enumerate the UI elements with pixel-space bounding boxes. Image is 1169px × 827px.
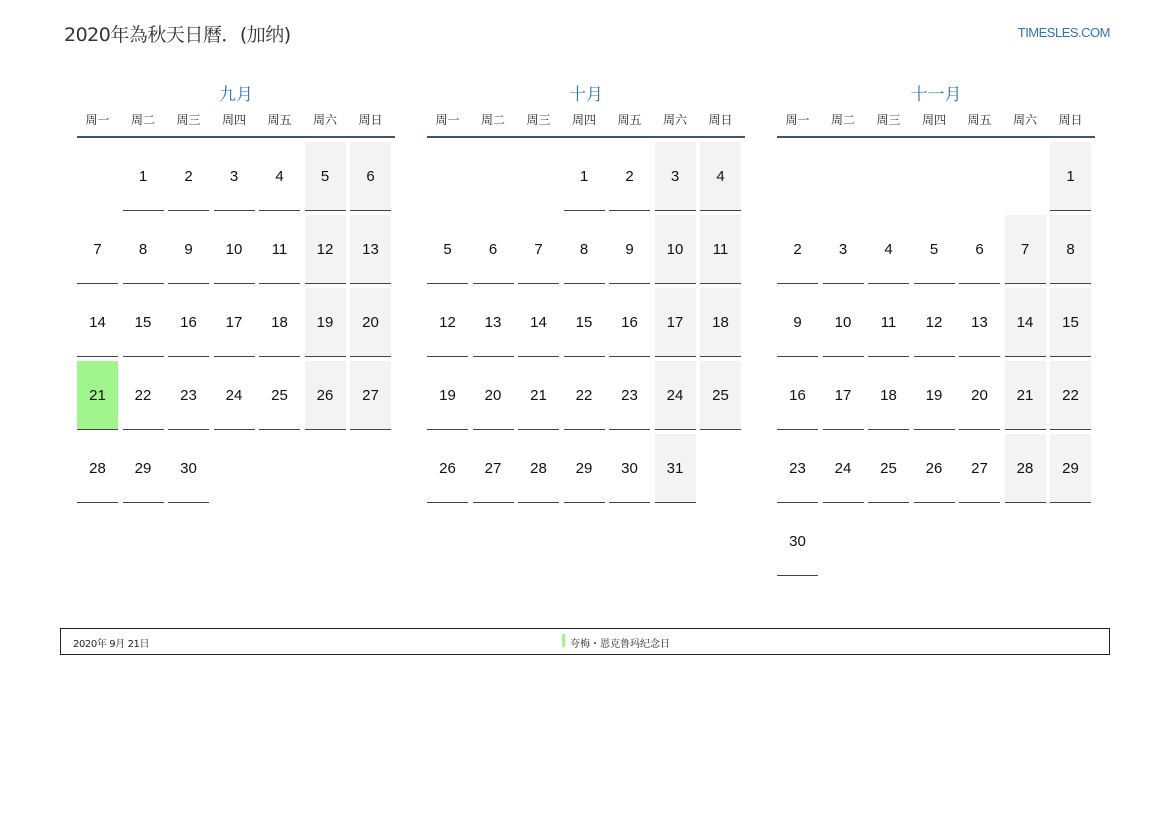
weekday-label: 周一: [85, 113, 110, 127]
day-grid: [427, 142, 745, 503]
day-cell[interactable]: 11: [259, 215, 300, 284]
day-cell[interactable]: 17: [214, 288, 255, 357]
day-cell[interactable]: 9: [777, 288, 818, 357]
weekday-label: 周三: [526, 113, 551, 127]
legend-holiday-name: 夸梅・恩克鲁玛纪念日: [570, 639, 670, 650]
day-cell[interactable]: 29: [1050, 434, 1091, 503]
month-title: 十一月: [910, 85, 962, 105]
day-cell[interactable]: 31: [655, 434, 696, 503]
weekday-header: [777, 112, 1095, 138]
day-cell[interactable]: 16: [168, 288, 209, 357]
day-cell[interactable]: 10: [655, 215, 696, 284]
day-cell[interactable]: 2: [168, 142, 209, 211]
weekday-label: 周五: [967, 113, 992, 127]
month-november: [777, 84, 1095, 576]
day-cell[interactable]: 28: [77, 434, 118, 503]
day-cell[interactable]: 25: [259, 361, 300, 430]
day-cell[interactable]: 5: [305, 142, 346, 211]
weekday-label: 周三: [176, 113, 201, 127]
day-cell[interactable]: 13: [350, 215, 391, 284]
weekday-label: 周六: [312, 113, 337, 127]
weekday-label: 周日: [1058, 113, 1083, 127]
weekday-label: 周四: [921, 113, 946, 127]
day-cell[interactable]: 27: [473, 434, 514, 503]
day-cell[interactable]: 10: [214, 215, 255, 284]
day-cell[interactable]: 25: [700, 361, 741, 430]
weekday-label: 周二: [480, 113, 505, 127]
empty-day-cell: [473, 142, 514, 211]
empty-day-cell: [777, 142, 818, 211]
day-cell[interactable]: 20: [959, 361, 1000, 430]
day-cell[interactable]: 26: [427, 434, 468, 503]
day-cell[interactable]: 20: [350, 288, 391, 357]
day-cell[interactable]: 4: [700, 142, 741, 211]
empty-day-cell: [1005, 142, 1046, 211]
day-grid: [777, 142, 1095, 576]
day-cell[interactable]: 19: [427, 361, 468, 430]
empty-day-cell: [823, 142, 864, 211]
day-cell[interactable]: 29: [123, 434, 164, 503]
site-brand-link[interactable]: TIMESLES.COM: [1017, 25, 1110, 40]
weekday-label: 周四: [571, 113, 596, 127]
weekday-label: 周六: [1012, 113, 1037, 127]
month-september: [77, 84, 395, 503]
month-title: 九月: [219, 85, 253, 105]
day-cell[interactable]: 14: [518, 288, 559, 357]
day-cell[interactable]: 24: [214, 361, 255, 430]
empty-day-cell: [77, 142, 118, 211]
day-cell[interactable]: 10: [823, 288, 864, 357]
holiday-color-marker: [562, 634, 565, 647]
day-cell[interactable]: 1: [123, 142, 164, 211]
day-cell[interactable]: 27: [350, 361, 391, 430]
legend-date: 2020年 9月 21日: [73, 639, 150, 650]
day-cell[interactable]: 24: [823, 434, 864, 503]
weekday-label: 周四: [221, 113, 246, 127]
day-cell[interactable]: 21: [518, 361, 559, 430]
day-grid: [77, 142, 395, 503]
day-cell[interactable]: 15: [123, 288, 164, 357]
day-cell[interactable]: 18: [700, 288, 741, 357]
empty-day-cell: [914, 142, 955, 211]
day-cell[interactable]: 30: [609, 434, 650, 503]
empty-day-cell: [868, 142, 909, 211]
day-cell[interactable]: 7: [77, 215, 118, 284]
page-title: 2020年為秋天日曆．(加纳): [64, 24, 291, 46]
day-cell[interactable]: 15: [1050, 288, 1091, 357]
weekday-label: 周三: [876, 113, 901, 127]
day-cell[interactable]: 24: [655, 361, 696, 430]
day-cell[interactable]: 23: [777, 434, 818, 503]
day-cell[interactable]: 13: [473, 288, 514, 357]
weekday-label: 周二: [130, 113, 155, 127]
day-cell[interactable]: 21: [1005, 361, 1046, 430]
day-cell[interactable]: 1: [564, 142, 605, 211]
day-cell[interactable]: 15: [564, 288, 605, 357]
day-cell[interactable]: 1: [1050, 142, 1091, 211]
day-cell[interactable]: 8: [564, 215, 605, 284]
empty-day-cell: [427, 142, 468, 211]
day-cell[interactable]: 9: [168, 215, 209, 284]
day-cell[interactable]: 27: [959, 434, 1000, 503]
weekday-label: 周日: [358, 113, 383, 127]
weekday-label: 周五: [617, 113, 642, 127]
day-cell[interactable]: 14: [77, 288, 118, 357]
day-cell[interactable]: 9: [609, 215, 650, 284]
day-cell[interactable]: 19: [305, 288, 346, 357]
day-cell[interactable]: 2: [777, 215, 818, 284]
day-cell[interactable]: 18: [259, 288, 300, 357]
day-cell[interactable]: 26: [914, 434, 955, 503]
weekday-label: 周二: [830, 113, 855, 127]
day-cell[interactable]: 3: [655, 142, 696, 211]
day-cell[interactable]: 4: [259, 142, 300, 211]
weekday-label: 周一: [785, 113, 810, 127]
day-cell[interactable]: 25: [868, 434, 909, 503]
weekday-header: [77, 112, 395, 138]
day-cell[interactable]: 17: [655, 288, 696, 357]
day-cell[interactable]: 23: [168, 361, 209, 430]
day-cell[interactable]: 6: [959, 215, 1000, 284]
day-cell[interactable]: 28: [518, 434, 559, 503]
day-cell[interactable]: 4: [868, 215, 909, 284]
day-cell[interactable]: 2: [609, 142, 650, 211]
weekday-header: [427, 112, 745, 138]
day-cell[interactable]: 3: [823, 215, 864, 284]
day-cell[interactable]: 30: [777, 507, 818, 576]
day-cell[interactable]: 13: [959, 288, 1000, 357]
day-cell[interactable]: 19: [914, 361, 955, 430]
day-cell[interactable]: 5: [427, 215, 468, 284]
day-cell[interactable]: 6: [473, 215, 514, 284]
weekday-label: 周一: [435, 113, 460, 127]
day-cell[interactable]: 29: [564, 434, 605, 503]
month-title: 十月: [569, 85, 603, 105]
day-cell[interactable]: 12: [914, 288, 955, 357]
day-cell[interactable]: 3: [214, 142, 255, 211]
day-cell[interactable]: 7: [518, 215, 559, 284]
day-cell[interactable]: 11: [868, 288, 909, 357]
day-cell[interactable]: 6: [350, 142, 391, 211]
day-cell[interactable]: 12: [305, 215, 346, 284]
day-cell[interactable]: 22: [1050, 361, 1091, 430]
month-october: [427, 84, 745, 503]
holiday-day-cell[interactable]: 21: [77, 361, 118, 430]
day-cell[interactable]: 7: [1005, 215, 1046, 284]
day-cell[interactable]: 23: [609, 361, 650, 430]
day-cell[interactable]: 12: [427, 288, 468, 357]
day-cell[interactable]: 16: [609, 288, 650, 357]
day-cell[interactable]: 22: [564, 361, 605, 430]
day-cell[interactable]: 22: [123, 361, 164, 430]
weekday-label: 周五: [267, 113, 292, 127]
day-cell[interactable]: 8: [1050, 215, 1091, 284]
day-cell[interactable]: 5: [914, 215, 955, 284]
weekday-label: 周日: [708, 113, 733, 127]
day-cell[interactable]: 26: [305, 361, 346, 430]
empty-day-cell: [518, 142, 559, 211]
day-cell[interactable]: 18: [868, 361, 909, 430]
day-cell[interactable]: 17: [823, 361, 864, 430]
holiday-legend: [60, 628, 1110, 655]
day-cell[interactable]: 11: [700, 215, 741, 284]
day-cell[interactable]: 8: [123, 215, 164, 284]
day-cell[interactable]: 14: [1005, 288, 1046, 357]
day-cell[interactable]: 16: [777, 361, 818, 430]
day-cell[interactable]: 20: [473, 361, 514, 430]
weekday-label: 周六: [662, 113, 687, 127]
day-cell[interactable]: 30: [168, 434, 209, 503]
day-cell[interactable]: 28: [1005, 434, 1046, 503]
empty-day-cell: [959, 142, 1000, 211]
